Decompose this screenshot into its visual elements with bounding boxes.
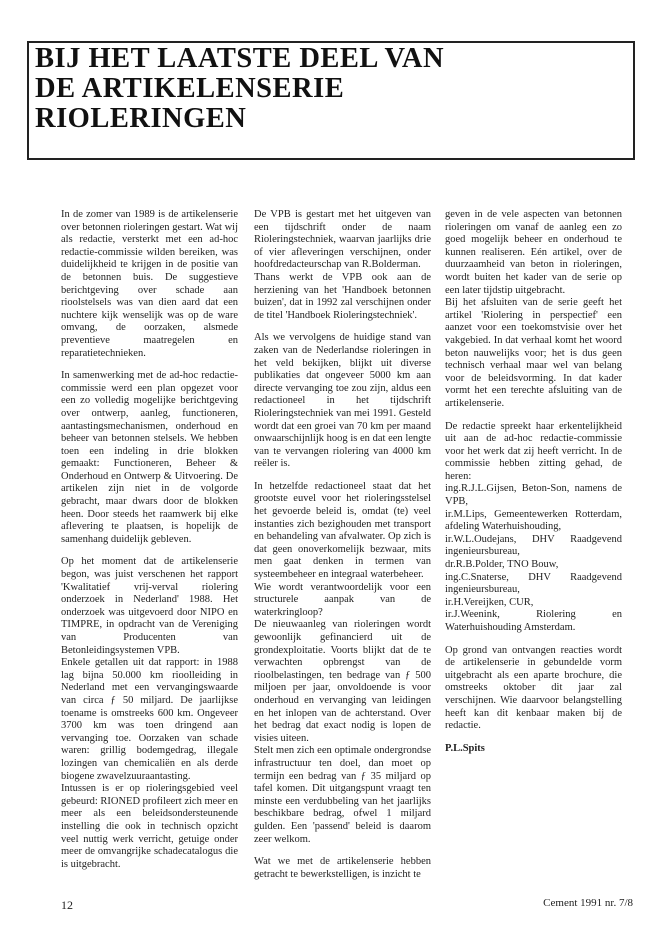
issue-label: Cement 1991 nr. 7/8 bbox=[543, 897, 633, 909]
paragraph: De nieuwaanleg van rioleringen wordt gewoonlijk gefinancierd uit de grondexploitatie. Voorts blijkt dat de te verwachten opbrengst van de rioolbelastingen, ten bedrage van ƒ 500 miljoen per jaar, onvoldoende is voor onderhoud en vervanging van leidingen en het inlopen van de achterstand. Over het bedrag dat exact nodig is lopen de visies uiteen. bbox=[254, 619, 431, 744]
committee-member: dr.R.B.Polder, TNO Bouw, bbox=[445, 559, 559, 571]
committee-member: ir.W.L.Oudejans, DHV Raadgevend ingenieursbureau, bbox=[445, 533, 622, 558]
paragraph: Wie wordt verantwoordelijk voor een structurele aanpak van de waterkringloop? bbox=[254, 581, 431, 618]
paragraph: Stelt men zich een optimale ondergrondse infrastructuur ten doel, dan moet op termijn een bedrag van ƒ 35 miljard op tafel komen. Dit uitgangspunt vraagt ten minste een verdubbeling van het jaarlijks beschikbare bedrag, ofwel 1 miljard gulden. Een 'passend' beleid is daarom zeer welkom. bbox=[254, 745, 431, 845]
headline-box bbox=[27, 41, 635, 160]
committee-member: ir.M.Lips, Gemeentewerken Rotterdam, afdeling Waterhuishouding, bbox=[445, 508, 622, 533]
page-number: 12 bbox=[61, 898, 73, 912]
paragraph: Enkele getallen uit dat rapport: in 1988 lag bijna 50.000 km rioolleiding in Nederland met een vervangingswaarde van circa ƒ 50 miljard. De jaarlijkse toename is omstreeks 600 km. Ongeveer 3700 km was toen dringend aan vervanging toe. Oorzaken van schade waren: grillig bodemgedrag, illegale lozingen van chemicaliën en als derde biogene zwavelzuuraantasting. bbox=[61, 657, 238, 782]
paragraph: Op het moment dat de artikelenserie begon, was juist verschenen het rapport 'Kwalitatief vrij-verval riolering onderzoek in Nederland' 1988. Het onderzoek was uitgevoerd door NIPO en TIMPRE, in opdracht van de Vereniging van Producenten van Betonleidingsystemen VPB. bbox=[61, 556, 238, 656]
paragraph: Thans werkt de VPB ook aan de herziening van het 'Handboek betonnen buizen', dat in 1992 zal verschijnen onder de titel 'Handboek Rioleringstechniek'. bbox=[254, 271, 431, 321]
article-column-1 bbox=[61, 209, 238, 881]
paragraph: In samenwerking met de ad-hoc redactie-commissie werd een plan opgezet voor een zo volledig mogelijke berichtgeving over ontwerp, aanleg, functioneren, aantastingsmechanismen, onderhoud en beheer van betonnen stelsels. We hebben toen een indeling in drie blokken gemaakt: Functioneren, Beheer & Onderhoud en Ontwerp & Uitvoering. De artikelen zijn niet in de volgorde gebracht, maar dwars door de blokken heen. Door steeds het raamwerk bij elke aflevering te plaatsen, is hopelijk de samenhang duidelijk gebleven. bbox=[61, 370, 238, 545]
paragraph: Intussen is er op rioleringsgebied veel gebeurd: RIONED profileert zich meer en meer als een beleidsondersteunende instelling die ook in technisch opzicht veel nuttig werk verricht, getuige onder meer de omvangrijke schadecatalogus die is uitgebracht. bbox=[61, 783, 238, 870]
article-column-2 bbox=[254, 209, 431, 891]
paragraph: Als we vervolgens de huidige stand van zaken van de Nederlandse rioleringen in het veld bekijken, blijkt uit diverse publikaties dat ongeveer 5000 km aan directe vervanging toe zou zijn, aldus een redactioneel in het tijdschrift Rioleringstechniek van mei 1991. Gesteld wordt dat een groei van 70 km per maand onwaarschijnlijk hoog is en dat een lengte van te vervangen riolering van 4000 km reëler is. bbox=[254, 332, 431, 470]
paragraph: De VPB is gestart met het uitgeven van een tijdschrift onder de naam Rioleringstechniek, waarvan jaarlijks drie of vier afleveringen verschijnen, onder hoofdredacteurschap van R.Bolderman. bbox=[254, 209, 431, 271]
article-column-3 bbox=[445, 209, 622, 765]
committee-member: ir.H.Vereijken, CUR, bbox=[445, 596, 534, 608]
author-signature: P.L.Spits bbox=[445, 742, 485, 754]
headline: BIJ HET LAATSTE DEEL VAN DE ARTIKELENSERIE RIOLERINGEN bbox=[35, 43, 445, 134]
paragraph: geven in de vele aspecten van betonnen rioleringen om vanaf de aanleg een zo goed mogelijk beheer en onderhoud te kunnen realiseren. Eén artikel, over de duurzaamheid van beton in rioleringen, wordt buiten het kader van de serie op een later tijdstip uitgebracht. bbox=[445, 209, 622, 296]
paragraph: In de zomer van 1989 is de artikelenserie over betonnen rioleringen gestart. Wat wij als redactie, versterkt met een ad-hoc redactie-commissie wilden bereiken, was duidelijkheid te krijgen in de positie van de betonnen buis. De suggestieve berichtgeving over schade aan rioolstelsels was van dien aard dat een nuchtere kijk wenselijk was op de ware omvang, de oorzaken, alsmede preventieve maatregelen en reparatietechnieken. bbox=[61, 209, 238, 359]
committee-member: ing.C.Snaterse, DHV Raadgevend ingenieursbureau, bbox=[445, 571, 622, 596]
paragraph: De redactie spreekt haar erkentelijkheid uit aan de ad-hoc redactie-commissie voor het werk dat zij heeft verricht. In de commissie hebben zitting gehad, de heren: bbox=[445, 420, 622, 482]
paragraph: Bij het afsluiten van de serie geeft het artikel 'Riolering in perspectief' een aanzet voor een toekomstvisie over het vakgebied. In dat verhaal komt het woord beton nauwelijks voor; het is dus geen technisch verhaal maar wel van belang voor de beleidsvorming. In dat kader vormt het een terechte afsluiting van de artikelenserie. bbox=[445, 297, 622, 409]
committee-member: ir.J.Weenink, Riolering en Waterhuishouding Amsterdam. bbox=[445, 609, 622, 633]
paragraph: Op grond van ontvangen reacties wordt de artikelenserie in gebundelde vorm uitgebracht als een aparte brochure, die omstreeks oktober dit jaar zal verschijnen. Wie daarvoor belangstelling heeft kan dit kenbaar maken bij de redactie. bbox=[445, 644, 622, 732]
committee-member: ing.R.J.L.Gijsen, Beton-Son, namens de VPB, bbox=[445, 483, 622, 508]
paragraph: Wat we met de artikelenserie hebben getracht te bewerkstelligen, is inzicht te bbox=[254, 856, 431, 880]
paragraph: In hetzelfde redactioneel staat dat het grootste euvel voor het rioleringsstelsel het gevoerde beleid is, omdat (te) veel instanties zich bezighouden met transport en behandeling van afvalwater. Op zich is dat geen onoverkomelijk bezwaar, mits men gaat denken in termen van systeembeheer en integraal waterbeheer. bbox=[254, 480, 431, 581]
